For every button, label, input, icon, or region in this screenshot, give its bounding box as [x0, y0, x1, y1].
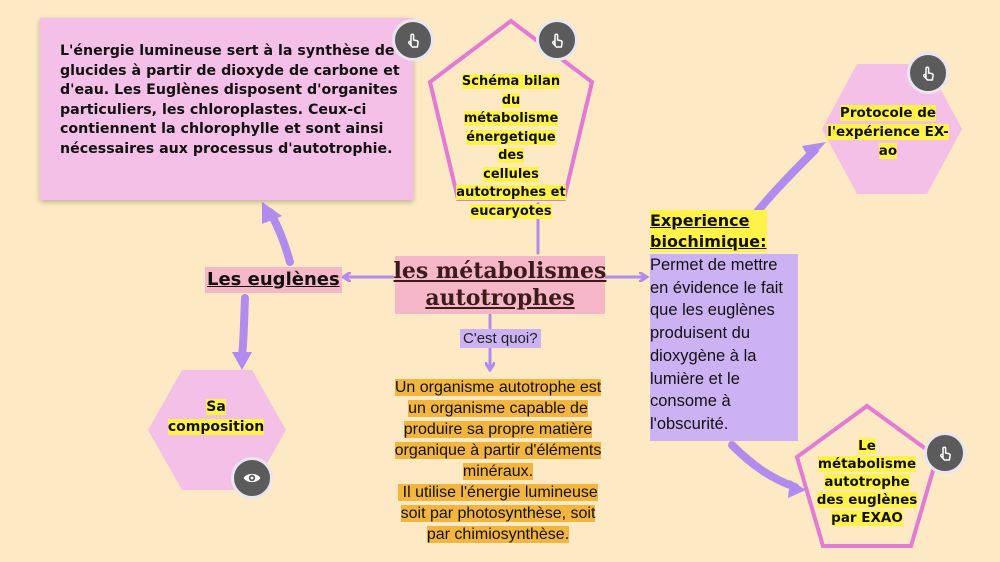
- definition-text: Un organisme autotrophe est un organisme capable de produire sa propre matière organique à partir d'éléments minéraux. Il utilise l'énergie lumineuse soit par photosynthèse, soit par chimiosynthèse.: [394, 379, 602, 543]
- energy-card: [40, 18, 413, 200]
- touch-icon: [403, 30, 423, 50]
- protocole-touch-button[interactable]: [907, 52, 949, 94]
- schema-label[interactable]: Schéma bilan du métabolisme énergetique des cellules autotrophes et eucaryotes: [456, 74, 566, 219]
- energy-card-text: L'énergie lumineuse sert à la synthèse de glucides à partir de dioxyde de carbone et d'eau. Les Euglènes disposent d'organites particuliers, les chloroplastes. Ceux-ci contiennent la chlorophylle et sont ainsi nécessaires aux processus d'autotrophie.: [60, 43, 400, 157]
- metabolisme-touch-button[interactable]: [924, 432, 966, 474]
- question-label: C'est quoi?: [460, 329, 541, 348]
- touch-icon: [935, 443, 955, 463]
- protocole-label[interactable]: Protocole de l'expérience EX- ao: [827, 105, 949, 159]
- experience-title[interactable]: Experience biochimique:: [650, 211, 767, 251]
- experience-text: Permet de mettre en évidence le fait que les euglènes produisent du dioxygène à la lumière et le consome à l'obscurité.: [650, 254, 798, 441]
- arrow-to-protocole: [757, 150, 815, 212]
- arrow-to-composition: [242, 298, 245, 356]
- touch-icon: [918, 63, 938, 83]
- arrow-to-energy-card: [270, 212, 290, 262]
- arrow-to-metabolisme: [732, 445, 795, 487]
- euglenes-label[interactable]: Les euglènes: [205, 267, 342, 293]
- center-title[interactable]: les métabolismes autotrophes: [393, 258, 607, 311]
- eye-icon: [242, 468, 262, 488]
- schema-touch-button[interactable]: [536, 19, 578, 61]
- metabolisme-label[interactable]: Le métabolisme autotrophe des euglènes par EXAO: [816, 438, 918, 526]
- composition-view-button[interactable]: [231, 457, 273, 499]
- touch-icon: [547, 30, 567, 50]
- composition-label[interactable]: Sa composition: [167, 399, 265, 435]
